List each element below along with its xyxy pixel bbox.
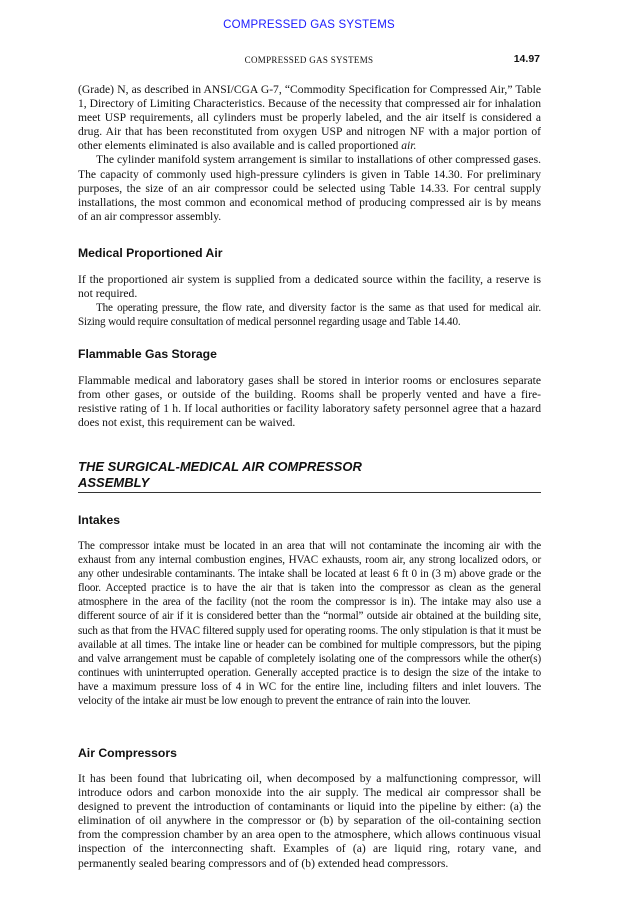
section-title-line-2: ASSEMBLY bbox=[78, 474, 150, 490]
medical-paragraph-2: The operating pressure, the flow rate, and diversity factor is the same as that used for medical air. Sizing would require consultation of medical personnel regarding usage and Table 14.40. bbox=[78, 302, 541, 329]
intakes-paragraph-1: The compressor intake must be located in an area that will not contaminate the incoming air with the exhaust from any internal combustion engines, HVAC exhausts, room air, any strong localized odors, or any other undesirable contaminants. The intake shall be located at least 6 ft 0 in (3 m) above grade or the floor. Accepted practice is to have the air that is taken into the compressor as clean as the general atmosphere in the area of the facility (not the room the compressor is in). The intake may also use a different source of air if it is considered better than the “normal” outside air obtained at the building site, such as that from the HVAC filtered supply used for operating rooms. The only stipulation is that it must be available at all times. The intake line or header can be combined for multiple compressors, but the piping and valve arrangement must be capable of completely isolating one of the compressors while the other(s) continues with uninterrupted operation. Generally accepted practice is to design the size of the intake to have a maximum pressure loss of 4 in WC for the entire line, including filters and inlet louvers. The velocity of the intake air must be low enough to prevent the entrance of rain into the louver. bbox=[78, 540, 541, 708]
section-title-line-1: THE SURGICAL-MEDICAL AIR COMPRESSOR bbox=[78, 459, 362, 474]
heading-air-compressors: Air Compressors bbox=[78, 746, 177, 760]
intro-paragraph-2: The cylinder manifold system arrangement is similar to installations of other compressed gases. The capacity of commonly used high-pressure cylinders is given in Table 14.30. For preliminary purposes, the size of an air compressor could be selected using Table 14.33. For central supply installations, the most common and economical method of producing compressed air is by means of an air compressor assembly. bbox=[78, 153, 541, 223]
heading-intakes: Intakes bbox=[78, 513, 121, 527]
heading-medical-proportioned-air: Medical Proportioned Air bbox=[78, 246, 223, 260]
air-compressors-paragraph-1: It has been found that lubricating oil, when decomposed by a malfunctioning compressor, will introduce odors and carbon monoxide into the air supply. The medical air compressor shall be designed to prevent the introduction of contaminants or liquid into the pipeline by either: (a) the elimination of oil anywhere in the compressor or (b) by separation of the oil-containing section from the compression chamber by an area open to the atmosphere, which allows continuous visual inspection of the interconnecting shaft. Examples of (a) are liquid ring, rotary vane, and permanently sealed bearing compressors and of (b) extended head compressors. bbox=[78, 772, 541, 870]
section-title-rule bbox=[78, 492, 541, 493]
running-head: COMPRESSED GAS SYSTEMS bbox=[244, 55, 374, 65]
intro-section bbox=[78, 83, 541, 224]
medical-paragraph-1: If the proportioned air system is supplied from a dedicated source within the facility, a reserve is not required. bbox=[78, 273, 541, 301]
intro-paragraph-1-text: (Grade) N, as described in ANSI/CGA G-7, “Commodity Specification for Compressed Air,” Table 1, Directory of Limiting Characteristics. Because of the necessity that compressed air for inhalation meet USP requirements, all cylinders must be properly labeled, and the air itself is considered a drug. Air that has been reconstituted from oxygen USP and nitrogen NF with a major portion of other elements eliminated is also available and is called proportioned bbox=[78, 83, 541, 153]
air-compressors-section bbox=[78, 772, 541, 871]
flammable-gas-storage-section bbox=[78, 374, 541, 430]
heading-flammable-gas-storage: Flammable Gas Storage bbox=[78, 347, 217, 361]
medical-proportioned-air-section bbox=[78, 273, 541, 329]
watermark-header: COMPRESSED GAS SYSTEMS bbox=[223, 19, 395, 31]
section-title bbox=[78, 459, 541, 490]
intakes-section bbox=[78, 539, 541, 708]
proportioned-air-italic: air. bbox=[401, 139, 417, 153]
flammable-paragraph-1: Flammable medical and laboratory gases shall be stored in interior rooms or enclosures separate from other gases, or outside of the building. Rooms shall be properly vented and have a fire-resistive rating of 1 h. If local authorities or facility laboratory safety personnel agree that a hazard does not exist, this requirement can be waived. bbox=[78, 374, 541, 430]
page-number: 14.97 bbox=[513, 53, 540, 65]
intro-paragraph-1 bbox=[78, 83, 541, 153]
